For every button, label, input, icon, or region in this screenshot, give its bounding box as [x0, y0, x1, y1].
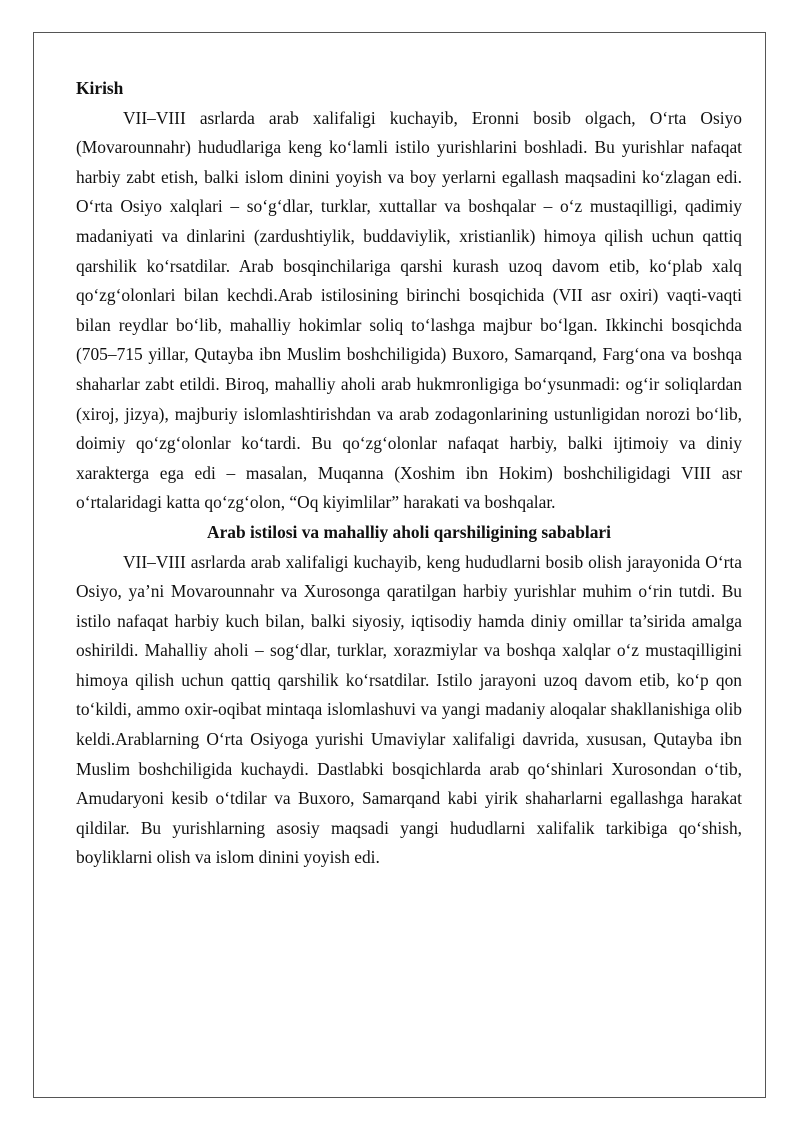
intro-paragraph: VII–VIII asrlarda arab xalifaligi kuchayib, Eronni bosib olgach, O‘rta Osiyo (Movarounnahr) hududlariga keng ko‘lamli istilo yurishlarini boshladi. Bu yurishlar nafaqat harbiy zabt etish, balki islom dinini yoyish va boy yerlarni egallash maqsadini ko‘zlagan edi. O‘rta Osiyo xalqlari – so‘g‘dlar, turklar, xuttallar va boshqalar – o‘z mustaqilligi, qadimiy madaniyati va dinlarini (zardushtiylik, buddaviylik, xristianlik) himoya qilish uchun qattiq qarshilik ko‘rsatdilar. Arab bosqinchilariga qarshi kurash uzoq davom etib, ko‘plab xalq qo‘zg‘olonlari bilan kechdi.Arab istilosining birinchi bosqichida (VII asr oxiri) vaqti-vaqti bilan reydlar bo‘lib, mahalliy hokimlar soliq to‘lashga majbur bo‘lgan. Ikkinchi bosqichda (705–715 yillar, Qutayba ibn Muslim boshchiligida) Buxoro, Samarqand, Farg‘ona va boshqa shaharlar zabt etildi. Biroq, mahalliy aholi arab hukmronligiga bo‘ysunmadi: og‘ir soliqlardan (xiroj, jizya), majburiy islomlashtirishdan va arab zodagonlarining ustunligidan norozi bo‘lib, doimiy qo‘zg‘olonlar ko‘tardi. Bu qo‘zg‘olonlar nafaqat harbiy, balki ijtimoiy va diniy xarakterga ega edi – masalan, Muqanna (Xoshim ibn Hokim) boshchiligidagi VIII asr o‘rtalaridagi katta qo‘zg‘olon, “Oq kiyimlilar” harakati va boshqalar.: [76, 107, 742, 513]
section-paragraph: VII–VIII asrlarda arab xalifaligi kuchayib, keng hududlarni bosib olish jarayonida O‘rta Osiyo, ya’ni Movarounnahr va Xurosonga qaratilgan harbiy yurishlar muhim o‘rin tutdi. Bu istilo nafaqat harbiy kuch bilan, balki siyosiy, iqtisodiy hamda diniy omillar ta’sirida amalga oshirildi. Mahalliy aholi – sog‘dlar, turklar, xorazmiylar va boshqa xalqlar o‘z mustaqilligini himoya qilish uchun qattiq qarshilik ko‘rsatdilar. Istilo jarayoni uzoq davom etib, ko‘p qon to‘kildi, ammo oxir-oqibat mintaqa islomlashuvi va yangi madaniy aloqalar shakllanishiga olib keldi.Arablarning O‘rta Osiyoga yurishi Umaviylar xalifaligi davrida, xususan, Qutayba ibn Muslim boshchiligida kuchaydi. Dastlabki bosqichlarda arab qo‘shinlari Xurosondan o‘tib, Amudaryoni kesib o‘tdilar va Buxoro, Samarqand kabi yirik shaharlarni egallashga harakat qildilar. Bu yurishlarning asosiy maqsadi yangi hududlarni xalifalik tarkibiga qo‘shish, boyliklarni olish va islom dinini yoyish edi.: [76, 551, 742, 868]
document-body: [76, 74, 742, 873]
intro-heading: Kirish: [76, 78, 124, 98]
section-heading: Arab istilosi va mahalliy aholi qarshiligining sabablari: [207, 521, 611, 542]
